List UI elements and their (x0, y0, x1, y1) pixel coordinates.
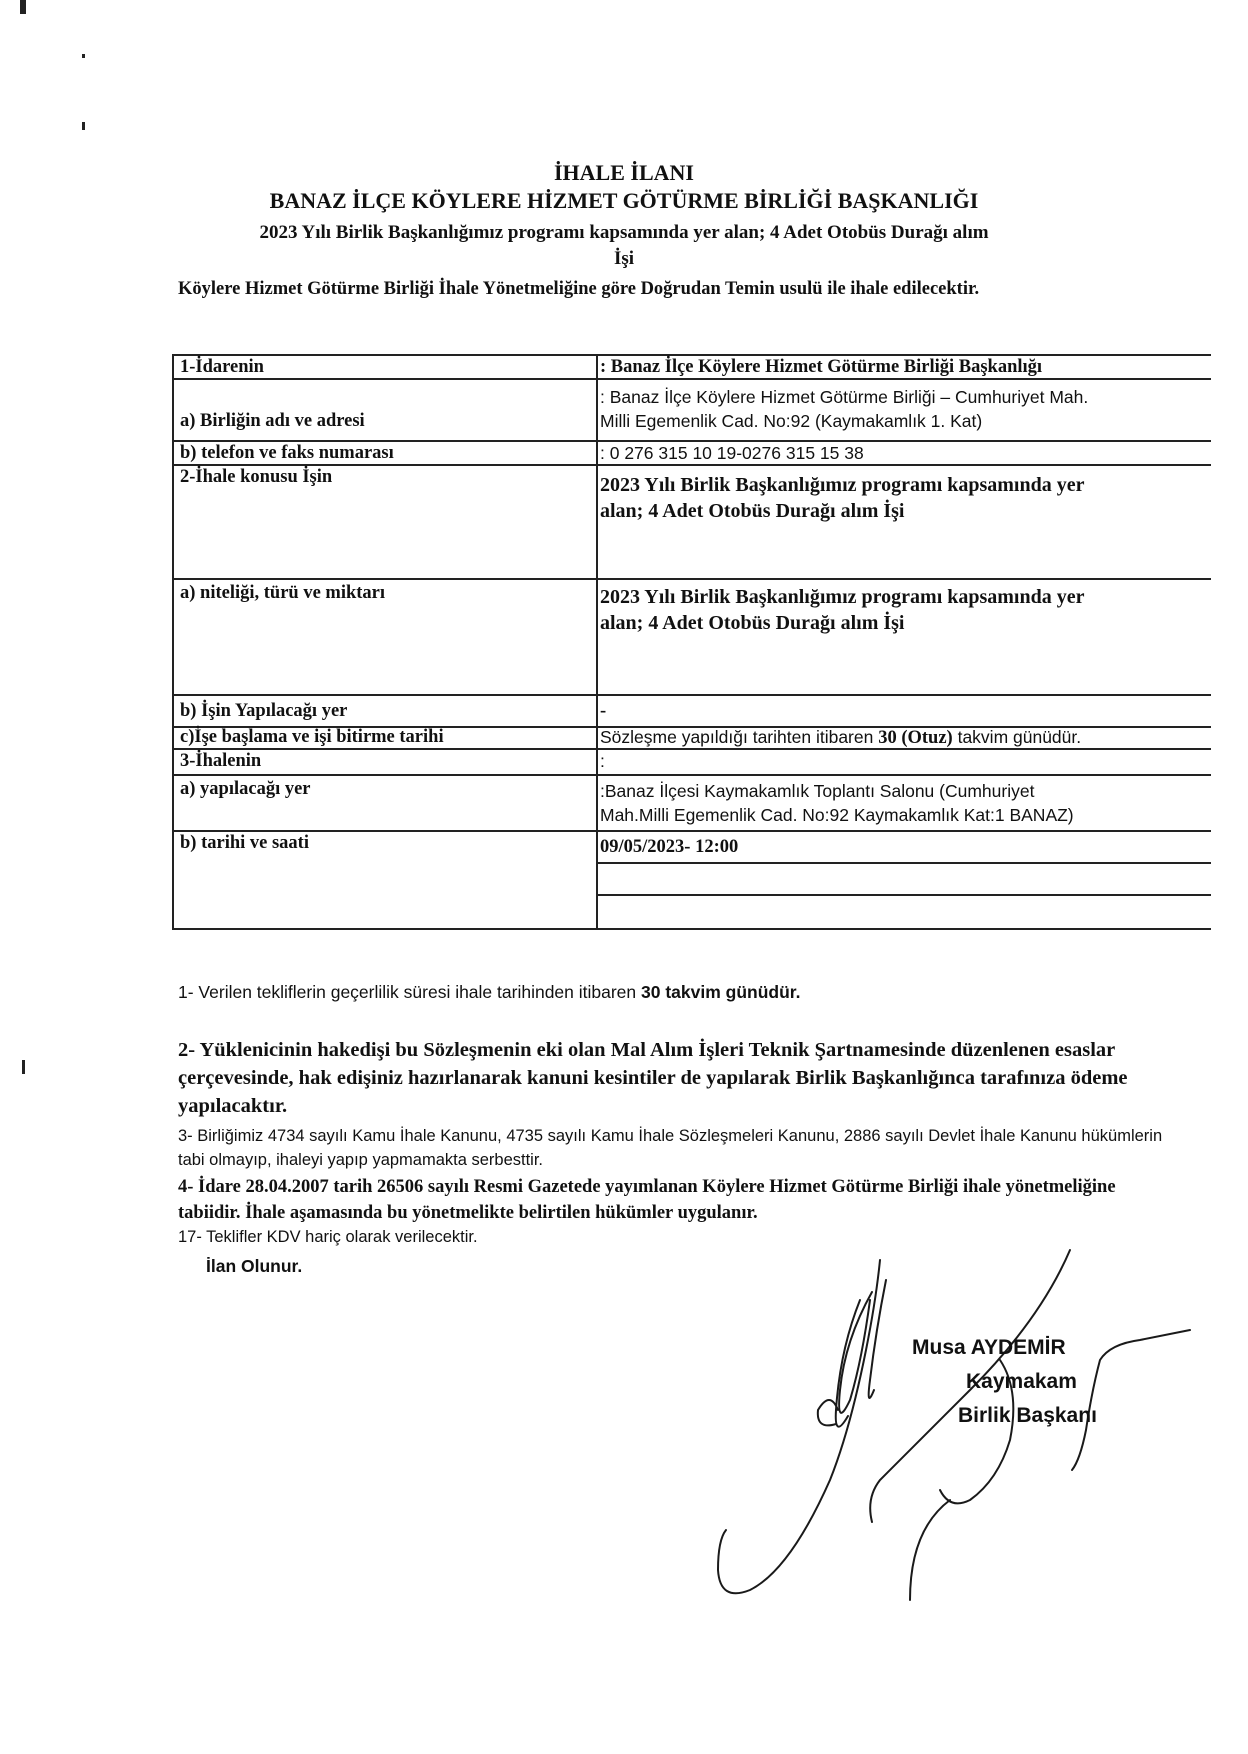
row-value: - (600, 701, 607, 721)
row-value: Milli Egemenlik Cad. No:92 (Kaymakamlık 1. Kat) (600, 411, 983, 431)
row-label: 2-İhale konusu İşin (180, 467, 333, 487)
row-value: 2023 Yılı Birlik Başkanlığımız programı kapsamında yer (600, 474, 1085, 496)
signatory-name: Musa AYDEMİR (912, 1336, 1066, 1359)
table-rule (596, 862, 1211, 864)
scan-speck (82, 54, 85, 58)
note-1 (178, 982, 1178, 1003)
note-2: 2- Yüklenicinin hakedişi bu Sözleşmenin eki olan Mal Alım İşleri Teknik Şartnamesinde düzenlenen esaslar çerçevesinde, hak edişiniz hazırlanarak kanuni kesintiler de yapılarak Birlik Başkanlığınca tarafınıza ödeme yapılacaktır. (178, 1039, 1128, 1117)
closing-phrase: İlan Olunur. (206, 1256, 303, 1276)
row-value: : Banaz İlçe Köylere Hizmet Götürme Birliği Başkanlığı (600, 357, 1043, 377)
organization-name: BANAZ İLÇE KÖYLERE HİZMET GÖTÜRME BİRLİĞİ BAŞKANLIĞI (269, 188, 979, 213)
subject-line: 2023 Yılı Birlik Başkanlığımız programı kapsamında yer alan; 4 Adet Otobüs Durağı alım (259, 222, 989, 243)
duration-unit: takvim günüdür. (952, 727, 1082, 747)
note-17: 17- Teklifler KDV hariç olarak verilecektir. (178, 1228, 478, 1246)
row-value: :Banaz İlçesi Kaymakamlık Toplantı Salonu (Cumhuriyet (600, 781, 1035, 801)
row-value (600, 726, 1081, 750)
note-3: 3- Birliğimiz 4734 sayılı Kamu İhale Kanunu, 4735 sayılı Kamu İhale Sözleşmeleri Kanunu, 2886 sayılı Devlet İhale Kanunu hükümlerin tabi olmayıp, ihaleyi yapıp yapmamakta serbesttir. (178, 1127, 1163, 1169)
row-label: b) telefon ve faks numarası (180, 443, 394, 463)
table-rule (172, 830, 1211, 832)
signature-block (640, 1240, 1220, 1620)
row-label: 1-İdarenin (180, 357, 264, 377)
scan-speck (22, 1060, 25, 1074)
handwritten-signature (640, 1240, 1220, 1620)
tender-datetime: 09/05/2023- 12:00 (600, 837, 739, 857)
table-rule (596, 894, 1211, 896)
table-rule (172, 694, 1211, 696)
row-value: 2023 Yılı Birlik Başkanlığımız programı kapsamında yer (600, 586, 1085, 608)
row-value: : Banaz İlçe Köylere Hizmet Götürme Birliği – Cumhuriyet Mah. (600, 387, 1089, 407)
row-label: 3-İhalenin (180, 751, 262, 771)
intro-paragraph: Köylere Hizmet Götürme Birliği İhale Yönetmeliğine göre Doğrudan Temin usulü ile ihale edilecektir. (178, 279, 980, 299)
start-text: Sözleşme yapıldığı tarihten itibaren (600, 727, 879, 747)
row-value: Mah.Milli Egemenlik Cad. No:92 Kaymakamlık Kat:1 BANAZ) (600, 805, 1074, 825)
row-value: alan; 4 Adet Otobüs Durağı alım İşi (600, 500, 905, 522)
signatory-title: Kaymakam (966, 1370, 1077, 1393)
row-label: a) yapılacağı yer (180, 779, 311, 799)
scan-speck (82, 122, 85, 130)
table-rule (596, 354, 598, 930)
notice-title: İHALE İLANI (554, 160, 694, 185)
tender-info-table (172, 354, 1211, 930)
row-label: b) İşin Yapılacağı yer (180, 701, 348, 721)
scan-speck (20, 0, 26, 14)
note-4: 4- İdare 28.04.2007 tarih 26506 sayılı Resmi Gazetede yayımlanan Köylere Hizmet Götürme Birliği ihale yönetmeliğine tabiidir. İhale aşamasında bu yönetmelikte belirtilen hükümler uygulanır. (178, 1177, 1116, 1223)
row-value: alan; 4 Adet Otobüs Durağı alım İşi (600, 612, 905, 634)
table-rule (172, 578, 1211, 580)
row-value: : 0 276 315 10 19-0276 315 15 38 (600, 443, 864, 463)
row-label: a) Birliğin adı ve adresi (180, 411, 365, 431)
signatory-position: Birlik Başkanı (958, 1404, 1097, 1427)
table-rule (172, 928, 1211, 930)
row-label: a) niteliği, türü ve miktarı (180, 583, 386, 603)
row-label: c)İşe başlama ve işi bitirme tarihi (180, 727, 444, 747)
table-rule (172, 774, 1211, 776)
table-rule (172, 354, 174, 930)
note-1-days: 30 takvim günüdür. (641, 982, 801, 1002)
subject-line-cont: İşi (613, 248, 635, 269)
row-value: : (600, 751, 605, 771)
duration-value: 30 (Otuz) (878, 728, 953, 748)
note-1-text: 1- Verilen tekliflerin geçerlilik süresi ihale tarihinden itibaren (178, 982, 642, 1002)
row-label: b) tarihi ve saati (180, 833, 309, 853)
